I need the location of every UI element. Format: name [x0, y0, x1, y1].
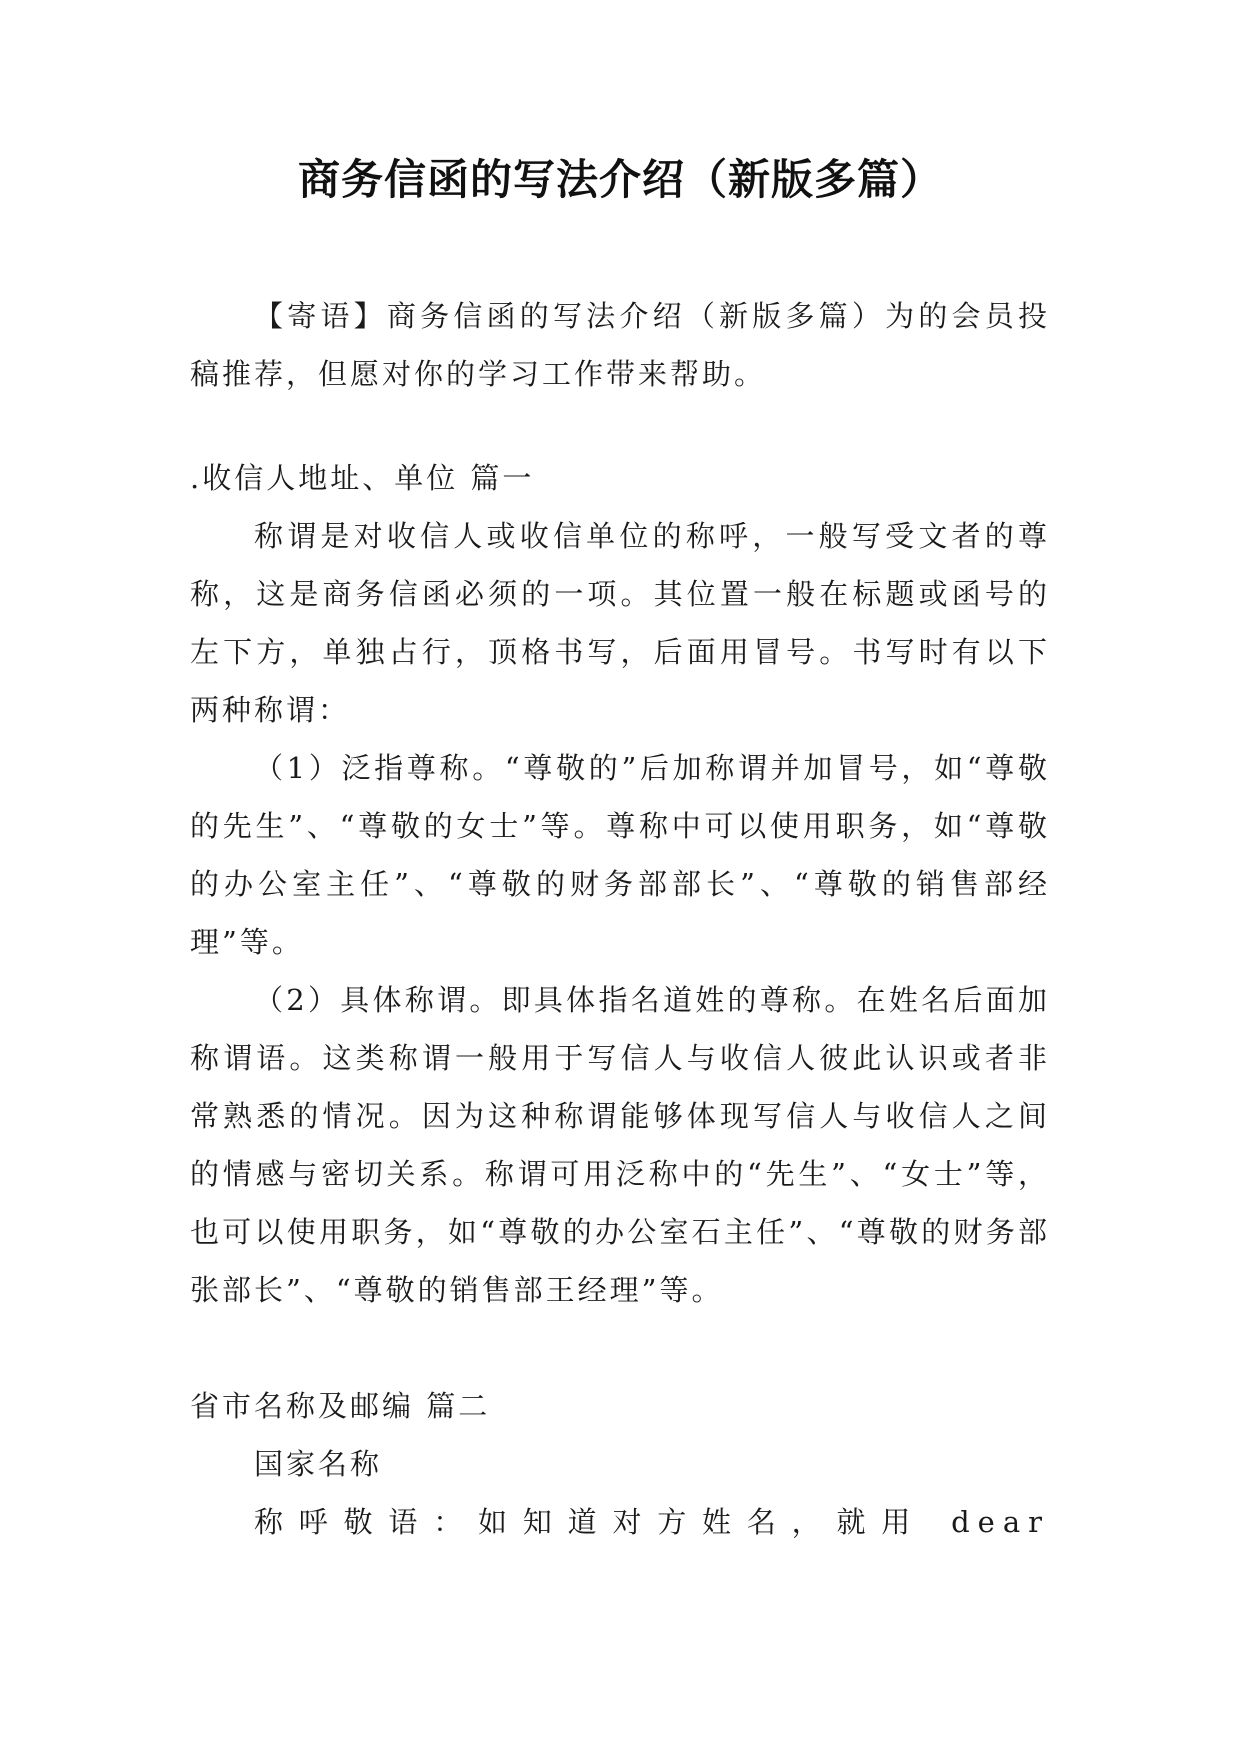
section-2-line-2: 称呼敬语：如知道对方姓名，就用 dear	[254, 1505, 1050, 1539]
section-1-paragraph-1: 称谓是对收信人或收信单位的称呼，一般写受文者的尊称，这是商务信函必须的一项。其位置一般在标题或函号的左下方，单独占行，顶格书写，后面用冒号。书写时有以下两种称谓：	[190, 519, 1050, 727]
section-2-line-1: 国家名称	[254, 1447, 383, 1481]
intro-paragraph: 【寄语】商务信函的写法介绍（新版多篇）为的会员投稿推荐，但愿对你的学习工作带来帮助。	[190, 299, 1050, 391]
document-body	[190, 287, 1050, 1551]
section-1-paragraph-2: （1）泛指尊称。“尊敬的”后加称谓并加冒号，如“尊敬的先生”、“尊敬的女士”等。尊称中可以使用职务，如“尊敬的办公室主任”、“尊敬的财务部部长”、“尊敬的销售部经理”等。	[190, 751, 1050, 959]
document-title: 商务信函的写法介绍（新版多篇）	[297, 155, 943, 204]
section-1-paragraph-3: （2）具体称谓。即具体指名道姓的尊称。在姓名后面加称谓语。这类称谓一般用于写信人与收信人彼此认识或者非常熟悉的情况。因为这种称谓能够体现写信人与收信人之间的情感与密切关系。称谓可用泛称中的“先生”、“女士”等，也可以使用职务，如“尊敬的办公室石主任”、“尊敬的财务部张部长”、“尊敬的销售部王经理”等。	[190, 983, 1050, 1307]
section-2-heading: 省市名称及邮编 篇二	[190, 1389, 491, 1423]
section-1-heading: .收信人地址、单位 篇一	[190, 461, 535, 495]
